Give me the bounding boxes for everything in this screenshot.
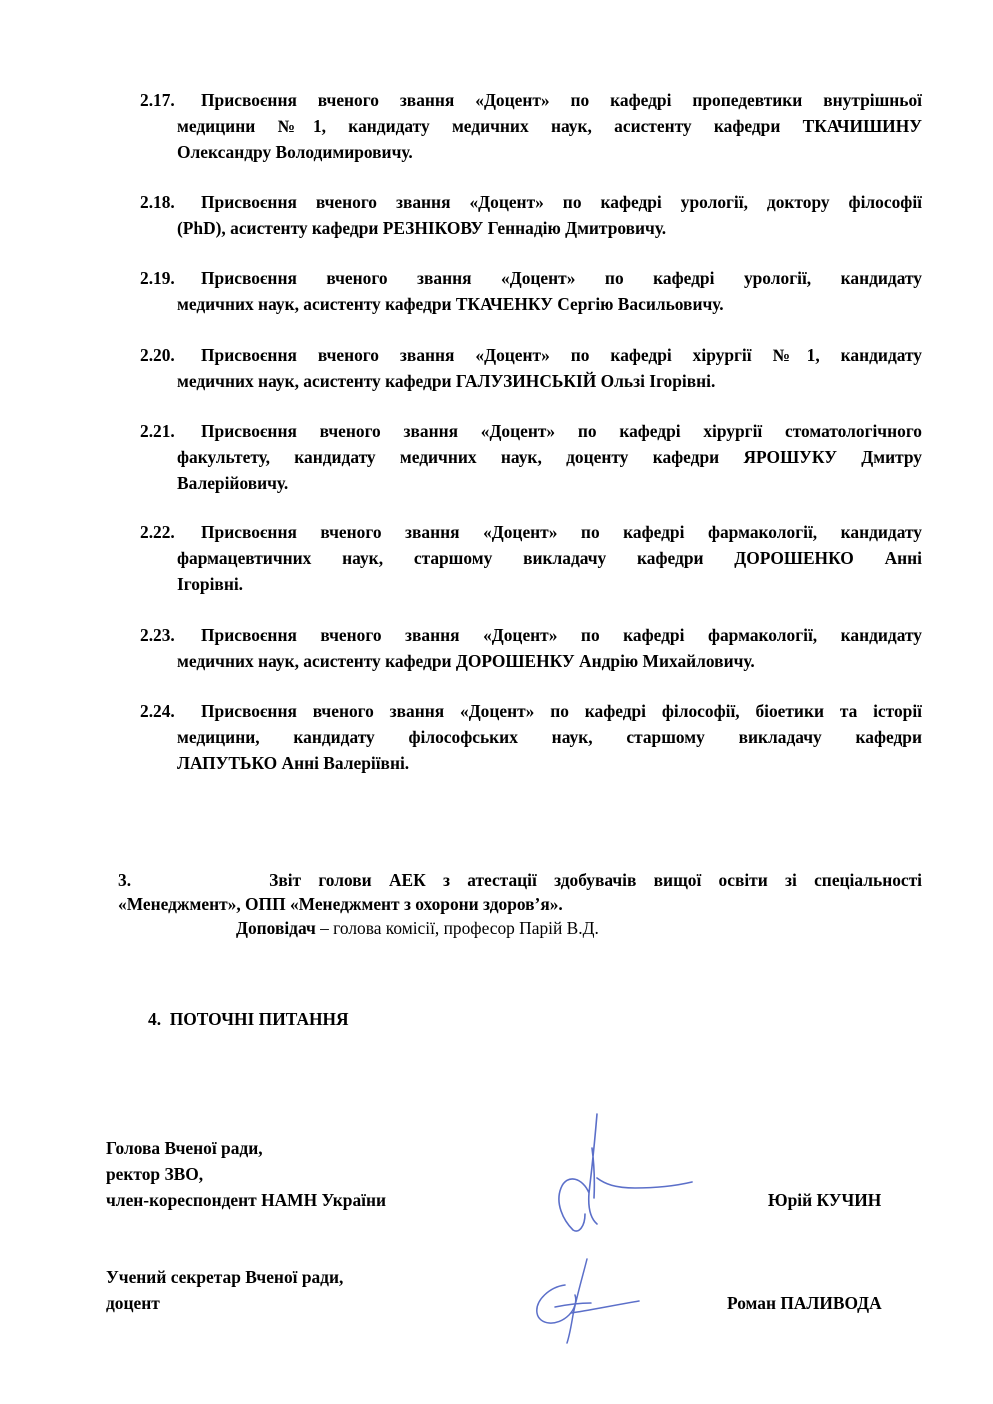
item-number: 2.24. (140, 701, 175, 721)
chair-name: Юрій КУЧИН (768, 1190, 882, 1210)
secretary-title-line-2: доцент (106, 1293, 160, 1313)
agenda-item-2-20 (140, 342, 922, 394)
section-3-line-1 (118, 868, 922, 892)
reporter-label: Доповідач (236, 918, 316, 938)
item-text-line: Присвоєння вченого звання «Доцент» по кафедрі хірургії №1, кандидату (201, 345, 922, 365)
chair-handwritten-signature (545, 1108, 705, 1238)
secretary-title-line-1: Учений секретар Вченої ради, (106, 1267, 344, 1287)
item-number: 2.18. (140, 192, 175, 212)
item-number: 2.20. (140, 345, 175, 365)
chair-title-line-1: Голова Вченої ради, (106, 1138, 263, 1158)
section-4-heading: 4. ПОТОЧНІ ПИТАННЯ (148, 1009, 349, 1029)
item-text-line: медичних наук, асистенту кафедри ГАЛУЗИНСЬКІЙ Ользі Ігорівні. (177, 371, 716, 391)
item-text-line: медичних наук, асистенту кафедри ДОРОШЕНКУ Андрію Михайловичу. (177, 651, 755, 671)
item-text-line: факультету, кандидату медичних наук, доценту кафедри ЯРОШУКУ Дмитру (177, 447, 922, 467)
item-text-line: медицини, кандидату філософських наук, старшому викладачу кафедри (177, 727, 922, 747)
section-3-line-2: «Менеджмент», ОПП «Менеджмент з охорони здоров’я». (118, 894, 563, 914)
item-text-line: Присвоєння вченого звання «Доцент» по кафедрі фармакології, кандидату (201, 522, 922, 542)
item-number: 2.17. (140, 90, 175, 110)
item-text-line: Ігорівні. (177, 574, 244, 594)
item-text-line: Присвоєння вченого звання «Доцент» по кафедрі хірургії стоматологічного (201, 421, 922, 441)
item-text-line: Присвоєння вченого звання «Доцент» по кафедрі урології, кандидату (201, 268, 922, 288)
item-text-line: ЛАПУТЬКО Анні Валеріївні. (177, 753, 410, 773)
agenda-item-2-22 (140, 519, 922, 597)
secretary-name: Роман ПАЛИВОДА (727, 1293, 882, 1313)
item-number: 2.23. (140, 625, 175, 645)
chair-title-line-2: ректор ЗВО, (106, 1164, 204, 1184)
secretary-signature-block (106, 1264, 343, 1316)
item-text-line: медичних наук, асистенту кафедри ТКАЧЕНКУ Сергію Васильовичу. (177, 294, 724, 314)
chair-title-line-3: член-кореспондент НАМН України (106, 1190, 387, 1210)
item-number: 2.21. (140, 421, 175, 441)
item-text-line: Олександру Володимировичу. (177, 142, 413, 162)
agenda-item-2-17 (140, 87, 922, 165)
section-3-title: Звіт голови АЕК з атестації здобувачів вищої освіти зі спеціальності (269, 870, 923, 890)
reporter-text: – голова комісії, професор Парій В.Д. (315, 918, 599, 938)
reporter-line (118, 916, 922, 940)
secretary-handwritten-signature (525, 1255, 655, 1350)
item-text-line: медицини №1, кандидату медичних наук, асистенту кафедри ТКАЧИШИНУ (177, 116, 922, 136)
section-number: 3. (118, 870, 132, 890)
agenda-section-3 (118, 868, 922, 940)
agenda-item-2-18 (140, 189, 922, 241)
chair-signature-block (106, 1135, 386, 1213)
item-text-line: фармацевтичних наук, старшому викладачу кафедри ДОРОШЕНКО Анні (177, 548, 922, 568)
agenda-item-2-19 (140, 265, 922, 317)
agenda-item-2-21 (140, 418, 922, 496)
item-number: 2.22. (140, 522, 175, 542)
item-text-line: (PhD), асистенту кафедри РЕЗНІКОВУ Геннадію Дмитровичу. (177, 218, 667, 238)
item-text-line: Присвоєння вченого звання «Доцент» по кафедрі фармакології, кандидату (201, 625, 922, 645)
item-text-line: Присвоєння вченого звання «Доцент» по кафедрі урології, доктору філософії (201, 192, 922, 212)
agenda-item-2-23 (140, 622, 922, 674)
item-text-line: Валерійовичу. (177, 473, 289, 493)
item-number: 2.19. (140, 268, 175, 288)
agenda-item-2-24 (140, 698, 922, 776)
item-text-line: Присвоєння вченого звання «Доцент» по кафедрі філософії, біоетики та історії (201, 701, 922, 721)
item-text-line: Присвоєння вченого звання «Доцент» по кафедрі пропедевтики внутрішньої (201, 90, 922, 110)
